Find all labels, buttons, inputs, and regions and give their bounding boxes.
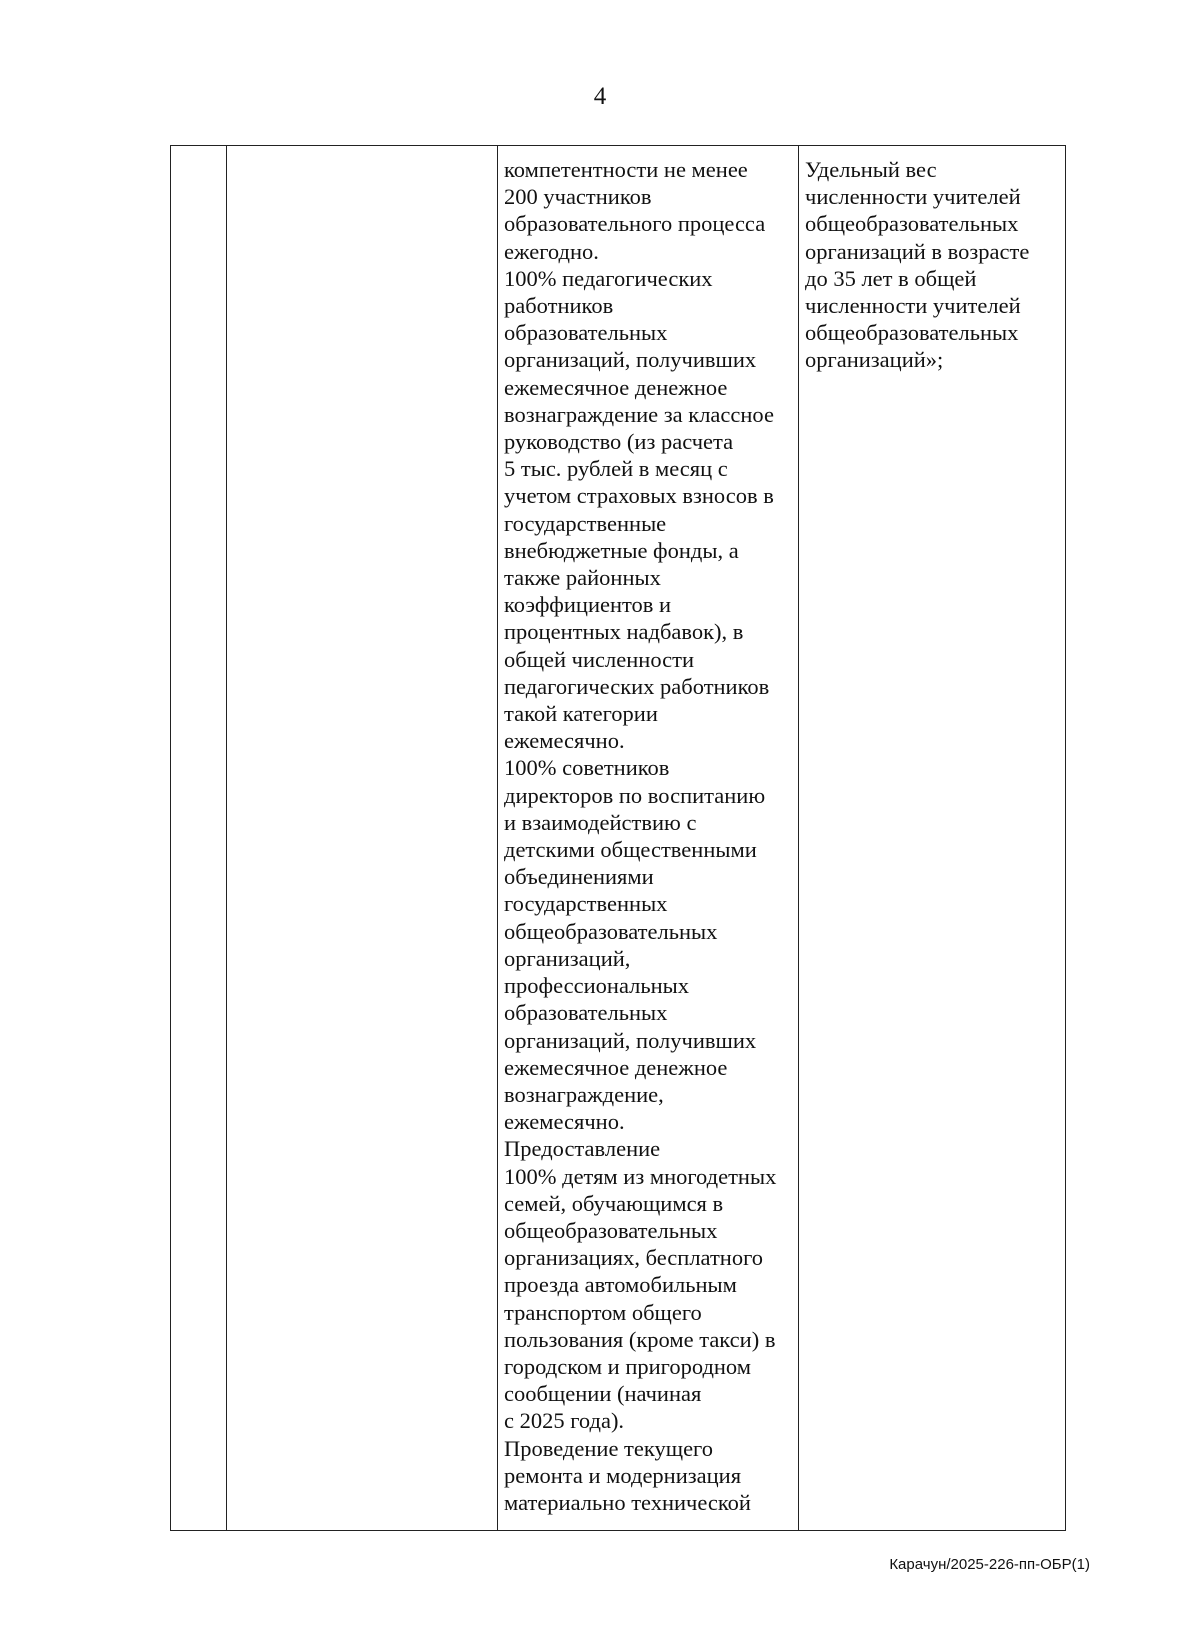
cell-text-line: транспортом общего <box>504 1299 702 1325</box>
cell-text-line: численности учителей <box>805 293 1021 319</box>
cell-text-line: с 2025 года). <box>504 1408 625 1434</box>
cell-text-line: общеобразовательных <box>504 918 718 944</box>
content-table <box>170 145 1066 1531</box>
cell-text-line: ежегодно. <box>504 238 599 264</box>
cell-text-line: ежемесячно. <box>504 1109 625 1135</box>
cell-text-line: ежемесячно. <box>504 728 625 754</box>
cell-text-line: объединениями <box>504 864 654 890</box>
cell-text-line: 100% педагогических <box>504 265 713 291</box>
cell-text-line: и взаимодействию с <box>504 809 697 835</box>
cell-text-line: процентных надбавок), в <box>504 619 744 645</box>
cell-text-line: коэффициентов и <box>504 592 672 618</box>
cell-text-line: сообщении (начиная <box>504 1381 702 1407</box>
cell-text-line: образовательных <box>504 1000 668 1026</box>
cell-text-line: Предоставление <box>504 1136 661 1162</box>
cell-text-line: Удельный вес <box>805 157 937 182</box>
cell-text-line: профессиональных <box>504 973 690 999</box>
cell-text-line: государственных <box>504 891 668 917</box>
table-cell-indicator <box>799 146 1066 1531</box>
table-row <box>171 146 1066 1531</box>
cell-text-line: 200 участников <box>504 184 652 210</box>
cell-text-line: компетентности не менее <box>504 157 748 182</box>
cell-text-line: численности учителей <box>805 184 1021 210</box>
cell-text-line: общеобразовательных <box>504 1217 718 1243</box>
cell-text-line: Проведение текущего <box>504 1435 713 1461</box>
cell-text-line: ежемесячное денежное <box>504 1054 728 1080</box>
cell-text-line: 100% детям из многодетных <box>504 1163 777 1189</box>
cell-text-line: городском и пригородном <box>504 1353 751 1379</box>
cell-text-line: учетом страховых взносов в <box>504 483 774 509</box>
cell-text-line: такой категории <box>504 701 658 727</box>
cell-text-line: образовательных <box>504 320 668 346</box>
cell-text-line: проезда автомобильным <box>504 1272 737 1298</box>
table-cell-name <box>227 146 498 1531</box>
cell-text-line: вознаграждение, <box>504 1081 664 1107</box>
cell-text-line: директоров по воспитанию <box>504 782 766 808</box>
cell-text-line: образовательного процесса <box>504 211 766 237</box>
cell-text-line: общеобразовательных <box>805 211 1019 237</box>
cell-text-line: детскими общественными <box>504 837 757 863</box>
cell-text-line: общей численности <box>504 646 694 672</box>
table-cell-results <box>498 146 799 1531</box>
cell-text-line: до 35 лет в общей <box>805 265 977 291</box>
cell-text-line: ремонта и модернизация <box>504 1462 742 1488</box>
cell-text-line: организациях, бесплатного <box>504 1245 764 1271</box>
cell-text-line: вознаграждение за классное <box>504 401 774 427</box>
cell-text-line: государственные <box>504 510 667 536</box>
document-reference: Карачун/2025-226-пп-ОБР(1) <box>889 1556 1090 1573</box>
cell-text-line: организаций, получивших <box>504 1027 757 1053</box>
page-number: 4 <box>593 83 607 110</box>
cell-text-line: работников <box>504 293 614 319</box>
table-cell-number <box>171 146 227 1531</box>
cell-text-line: пользования (кроме такси) в <box>504 1326 776 1352</box>
cell-text-line: также районных <box>504 565 661 591</box>
cell-text-line: 5 тыс. рублей в месяц с <box>504 456 728 482</box>
cell-text-line: руководство (из расчета <box>504 429 734 455</box>
cell-text-line: организаций в возрасте <box>805 238 1030 264</box>
cell-text-line: организаций, <box>504 945 631 971</box>
cell-text-line: общеобразовательных <box>805 320 1019 346</box>
cell-text-line: организаций, получивших <box>504 347 757 373</box>
cell-text-line: ежемесячное денежное <box>504 374 728 400</box>
cell-text-line: внебюджетные фонды, а <box>504 537 739 563</box>
cell-text-line: организаций»; <box>805 347 944 373</box>
cell-text-line: 100% советников <box>504 755 670 781</box>
cell-text-line: семей, обучающимся в <box>504 1190 724 1216</box>
cell-text-line: педагогических работников <box>504 673 770 699</box>
cell-text-line: материально технической <box>504 1489 751 1515</box>
